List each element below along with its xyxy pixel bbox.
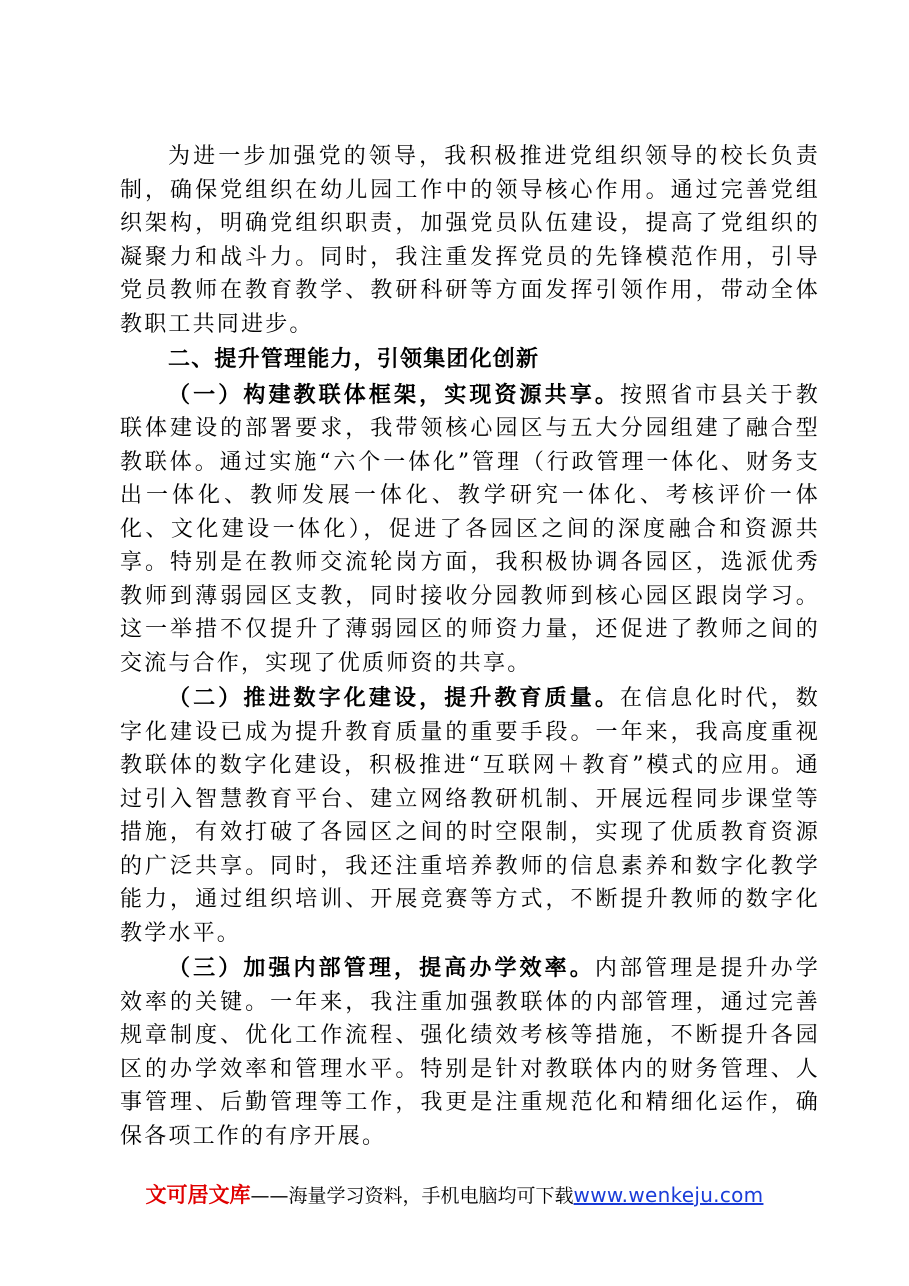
paragraph-text: 按照省市县关于教联体建设的部署要求，我带领核心园区与五大分园组建了融合型教联体。通过实施“六个一体化”管理（行政管理一体化、财务支出一体化、教师发展一体化、教学研究一体化、考核评价一体化、文化建设一体化），促进了各园区之间的深度融合和资源共享。特别是在教师交流轮岗方面，我积极协调各园区，选派优秀教师到薄弱园区支教，同时接收分园教师到核心园区跟岗学习。这一举措不仅提升了薄弱园区的师资力量，还促进了教师之间的交流与合作，实现了优质师资的共享。 (120, 382, 820, 676)
document-body (120, 140, 820, 1155)
subsection-lead: （一）构建教联体框架，实现资源共享。 (168, 382, 621, 408)
paragraph-text: 在信息化时代，数字化建设已成为提升教育质量的重要手段。一年来，我高度重视教联体的数字化建设，积极推进“互联网＋教育”模式的应用。通过引入智慧教育平台、建立网络教研机制、开展远程同步课堂等措施，有效打破了各园区之间的时空限制，实现了优质教育资源的广泛共享。同时，我还注重培养教师的信息素养和数字化教学能力，通过组织培训、开展竞赛等方式，不断提升教师的数字化教学水平。 (120, 686, 820, 946)
footer-brand-name: 文可居文库 (145, 1183, 251, 1207)
paragraph-text: 内部管理是提升办学效率的关键。一年来，我注重加强教联体的内部管理，通过完善规章制度、优化工作流程、强化绩效考核等措施，不断提升各园区的办学效率和管理水平。特别是针对教联体内的财务管理、人事管理、后勤管理等工作，我更是注重规范化和精细化运作，确保各项工作的有序开展。 (120, 956, 820, 1149)
paragraph-digitalization (120, 682, 820, 950)
section-heading: 二、提升管理能力，引领集团化创新 (168, 347, 540, 372)
paragraph-internal-management (120, 952, 820, 1153)
subsection-lead: （三）加强内部管理，提高办学效率。 (168, 956, 595, 981)
footer-tagline: ——海量学习资料，手机电脑均可下载 (250, 1185, 574, 1207)
paragraph-party-leadership (120, 140, 820, 341)
paragraph-alliance-framework (120, 379, 820, 681)
paragraph-text: 为进一步加强党的领导，我积极推进党组织领导的校长负责制，确保党组织在幼儿园工作中的领导核心作用。通过完善党组织架构，明确党组织职责，加强党员队伍建设，提高了党组织的凝聚力和战斗力。同时，我注重发挥党员的先锋模范作用，引导党员教师在教育教学、教研科研等方面发挥引领作用，带动全体教职工共同进步。 (120, 144, 820, 337)
footer-banner (0, 1180, 909, 1211)
footer-website-link[interactable]: www.wenkeju.com (573, 1183, 764, 1207)
subsection-lead: （二）推进数字化建设，提升教育质量。 (168, 686, 621, 711)
